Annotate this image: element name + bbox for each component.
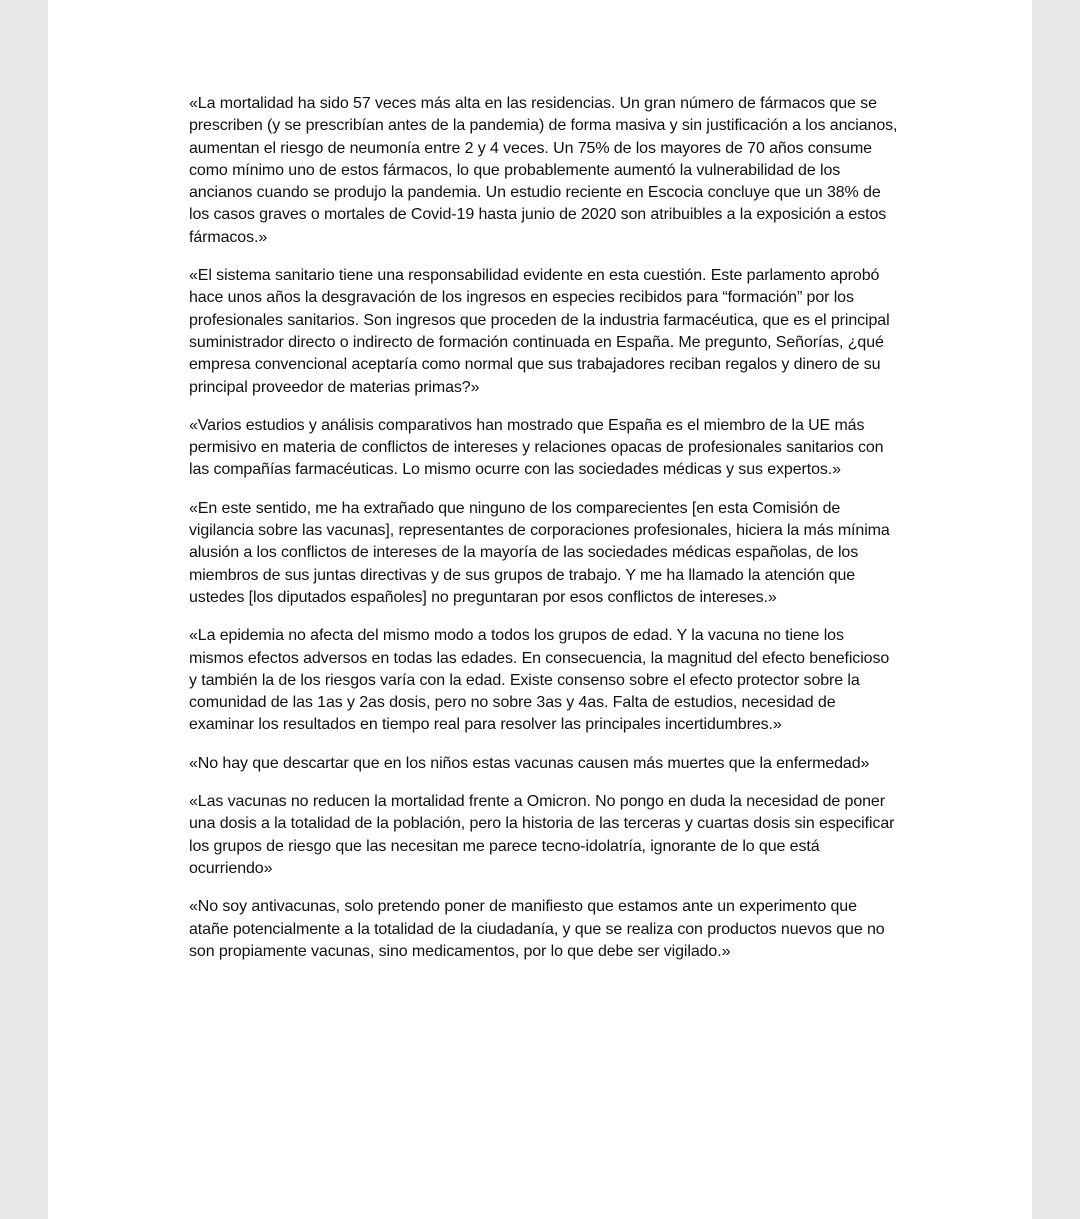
paragraph-not-antivax: «No soy antivacunas, solo pretendo poner de manifiesto que estamos ante un experimento que atañe potencialmente a la totalidad de la ciudadanía, y que se realiza con productos nuevos que no son propiamente vacunas, sino medicamentos, por lo que debe ser vigilado.» xyxy=(189,898,885,960)
paragraph-conflicts-spain: «Varios estudios y análisis comparativos han mostrado que España es el miembro de la UE más permisivo en materia de conflictos de intereses y relaciones opacas de profesionales sanitarios con las compañías farmacéuticas. Lo mismo ocurre con las sociedades médicas y sus expertos.» xyxy=(189,416,884,479)
paragraph-mortality: «La mortalidad ha sido 57 veces más alta en las residencias. Un gran número de fármacos que se prescriben (y se prescribían antes de la pandemia) de forma masiva y sin justificación a los ancianos, aumentan el riesgo de neumonía entre 2 y 4 veces. Un 75% de los mayores de 70 años consume como mínimo uno de estos fármacos, lo que probablemente aumentó la vulnerabilidad de los ancianos cuando se produjo la pandemia. Un estudio reciente en Escocia concluye que un 38% de los casos graves o mortales de Covid-19 hasta junio de 2020 son atribuibles a la exposición a estos fármacos.» xyxy=(189,95,898,246)
document-body xyxy=(189,93,899,979)
paragraph-age-groups: «La epidemia no afecta del mismo modo a todos los grupos de edad. Y la vacuna no tiene los mismos efectos adversos en todas las edades. En consecuencia, la magnitud del efecto beneficioso y también la de los riesgos varía con la edad. Existe consenso sobre el efecto protector sobre la comunidad de las 1as y 2as dosis, pero no sobre 3as y 4as. Falta de estudios, necesidad de examinar los resultados en tiempo real para resolver las principales incertidumbres.» xyxy=(189,627,890,734)
paragraph-health-system: «El sistema sanitario tiene una responsabilidad evidente en esta cuestión. Este parlamento aprobó hace unos años la desgravación de los ingresos en especies recibidos para “formación” por los profesionales sanitarios. Son ingresos que proceden de la industria farmacéutica, que es el principal suministrador directo o indirecto de formación continuada en España. Me pregunto, Señorías, ¿qué empresa convencional aceptaría como normal que sus trabajadores reciban regalos y dinero de su principal proveedor de materias primas?» xyxy=(189,267,890,396)
paragraph-children: «No hay que descartar que en los niños estas vacunas causen más muertes que la enfermedad» xyxy=(189,754,870,772)
paragraph-omicron: «Las vacunas no reducen la mortalidad frente a Omicron. No pongo en duda la necesidad de poner una dosis a la totalidad de la población, pero la historia de las terceras y cuartas dosis sin especificar los grupos de riesgo que las necesitan me parece tecno-idolatría, ignorante de lo que está ocurriendo» xyxy=(189,793,895,877)
paragraph-commission: «En este sentido, me ha extrañado que ninguno de los comparecientes [en esta Comisión de vigilancia sobre las vacunas], representantes de corporaciones profesionales, hiciera la más mínima alusión a los conflictos de intereses de la mayoría de las sociedades médicas españolas, de los miembros de sus juntas directivas y de sus grupos de trabajo. Y me ha llamado la atención que ustedes [los diputados españoles] no preguntaran por esos conflictos de intereses.» xyxy=(189,499,890,606)
document-page xyxy=(48,0,1032,1219)
